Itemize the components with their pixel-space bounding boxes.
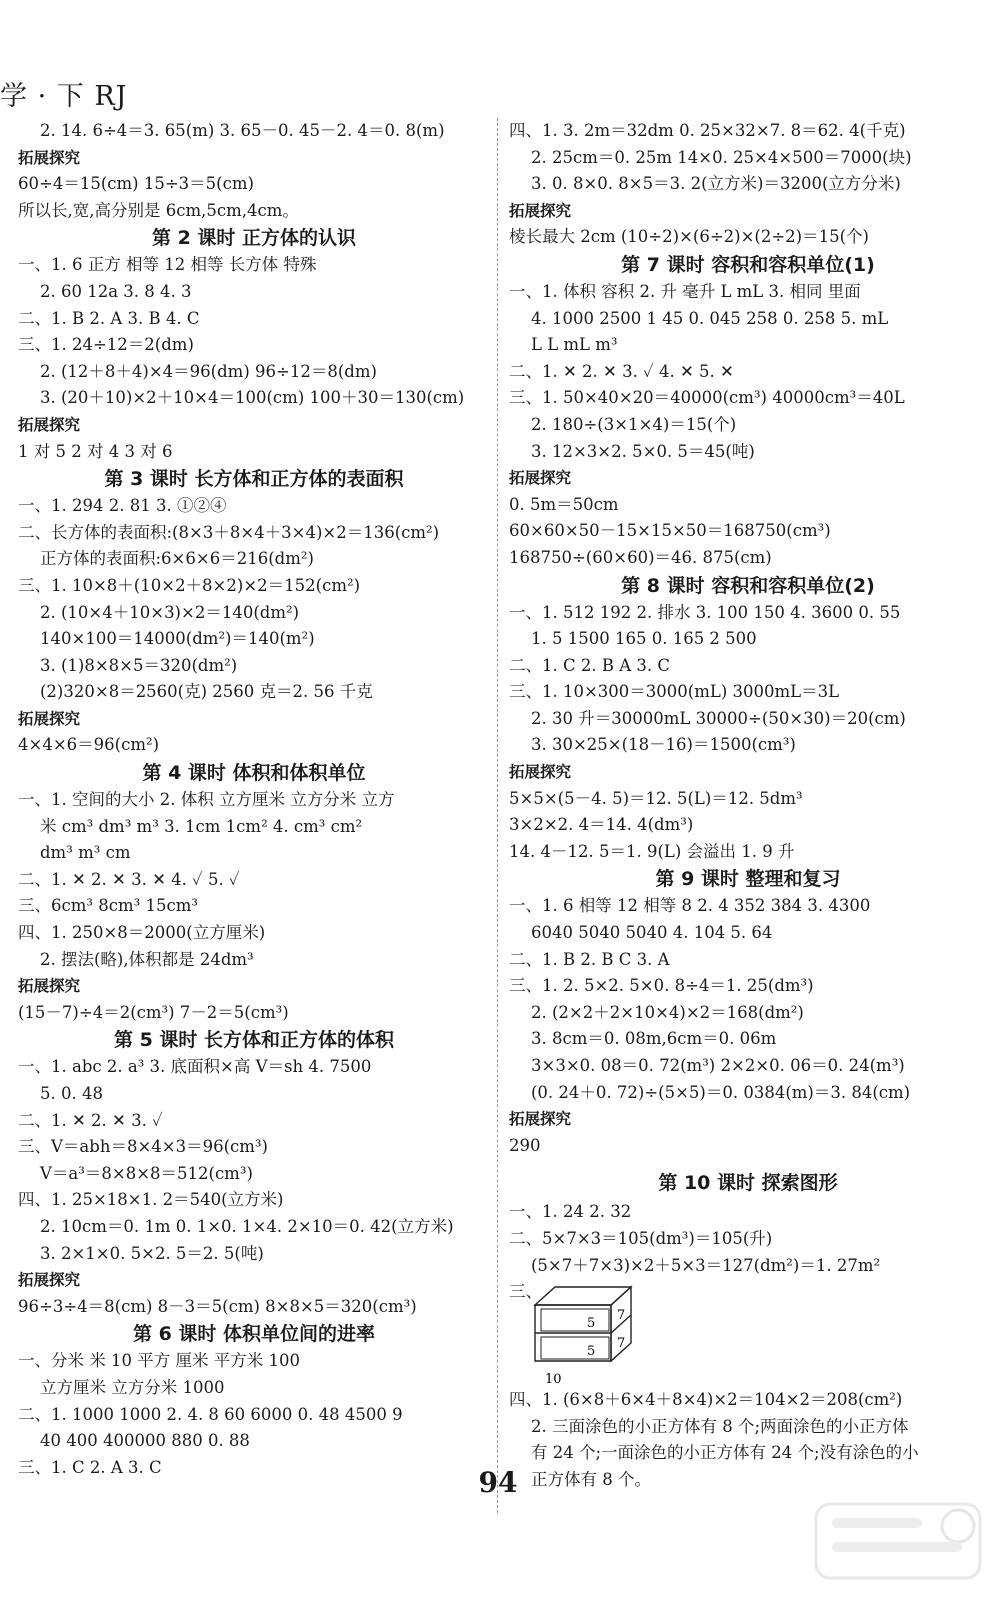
answer-line: 三、1. 10×8＋(10×2＋8×2)×2＝152(cm²) bbox=[18, 575, 361, 595]
right-column bbox=[509, 118, 987, 1494]
answer-line: 3×2×2. 4＝14. 4(dm³) bbox=[509, 815, 694, 835]
figure-dimension-label: 10 bbox=[545, 1372, 562, 1388]
answer-line: 290 bbox=[509, 1135, 541, 1155]
answer-line: 二、1. ✕ 2. ✕ 3. ✕ 4. ✓ 5. ✓ bbox=[18, 869, 240, 889]
answer-line: 2. 25cm＝0. 25m 14×0. 25×4×500＝7000(块) bbox=[531, 147, 912, 167]
answer-line: 三、1. 50×40×20＝40000(cm³) 40000cm³＝40L bbox=[509, 388, 905, 408]
answer-line: 四、1. 3. 2m＝32dm 0. 25×32×7. 8＝62. 4(千克) bbox=[509, 121, 906, 140]
answer-line: 一、1. 体积 容积 2. 升 毫升 L mL 3. 相同 里面 bbox=[509, 281, 861, 301]
answer-line: 二、1. C 2. B A 3. C bbox=[509, 655, 670, 675]
answer-line: 一、1. 512 192 2. 排水 3. 100 150 4. 3600 0. 55 bbox=[509, 602, 901, 622]
answer-line: 5×5×(5－4. 5)＝12. 5(L)＝12. 5dm³ bbox=[509, 788, 803, 808]
answer-line: 14. 4－12. 5＝1. 9(L) 会溢出 1. 9 升 bbox=[509, 841, 795, 861]
answer-line: 二、1. 1000 1000 2. 4. 8 60 6000 0. 48 4500 9 bbox=[18, 1404, 403, 1424]
figure-dimension-label: 5 bbox=[587, 1344, 596, 1360]
answer-line: 二、5×7×3＝105(dm³)＝105(升) bbox=[509, 1228, 773, 1248]
answer-line: 96÷3÷4＝8(cm) 8－3＝5(cm) 8×8×5＝320(cm³) bbox=[18, 1296, 417, 1316]
answer-line: 60×60×50－15×15×50＝168750(cm³) bbox=[509, 521, 831, 541]
answer-line: 2. 三面涂色的小正方体有 8 个;两面涂色的小正方体 bbox=[531, 1416, 909, 1436]
figure-dimension-label: 7 bbox=[617, 1336, 626, 1352]
answer-line: 6040 5040 5040 4. 104 5. 64 bbox=[531, 923, 773, 943]
cuboid-edge bbox=[541, 1309, 609, 1331]
answer-line: 3. 8cm＝0. 08m,6cm＝0. 06m bbox=[531, 1029, 777, 1049]
answer-line: 1. 5 1500 165 0. 165 2 500 bbox=[531, 629, 757, 649]
answer-line: 三、1. C 2. A 3. C bbox=[18, 1457, 162, 1477]
answer-line: 一、1. 6 正方 相等 12 相等 长方体 特殊 bbox=[18, 255, 317, 275]
section-heading: 拓展探究 bbox=[18, 148, 81, 167]
answer-line: 所以长,宽,高分别是 6cm,5cm,4cm。 bbox=[18, 200, 299, 220]
section-heading: 拓展探究 bbox=[509, 1110, 572, 1129]
cuboid-edge bbox=[535, 1287, 631, 1305]
answer-line: 2. 60 12a 3. 8 4. 3 bbox=[40, 281, 192, 301]
answer-line: L L mL m³ bbox=[531, 335, 618, 355]
lesson-title: 第 2 课时 正方体的认识 bbox=[151, 227, 357, 250]
cuboid-edge bbox=[541, 1337, 609, 1359]
answer-line: 四、1. (6×8＋6×4＋8×4)×2＝104×2＝208(cm²) bbox=[509, 1390, 903, 1410]
answer-line: (5×7＋7×3)×2＋5×3＝127(dm²)＝1. 27m² bbox=[531, 1255, 881, 1275]
answer-line: 三、1. 10×300＝3000(mL) 3000mL＝3L bbox=[509, 682, 840, 702]
answer-line: 3. 30×25×(18－16)＝1500(cm³) bbox=[531, 735, 796, 755]
answer-line: 2. (2×2＋2×10×4)×2＝168(dm²) bbox=[531, 1002, 804, 1022]
answer-line: 二、1. ✕ 2. ✕ 3. ✓ bbox=[18, 1110, 163, 1130]
answer-line: 立方厘米 立方分米 1000 bbox=[40, 1377, 225, 1397]
answer-line: 正方体有 8 个。 bbox=[531, 1469, 651, 1489]
answer-line: 40 400 400000 880 0. 88 bbox=[40, 1431, 250, 1451]
answer-line: 一、1. 24 2. 32 bbox=[509, 1202, 632, 1222]
answer-line: 三、V＝abh＝8×4×3＝96(cm³) bbox=[18, 1137, 268, 1157]
answer-line: 3. (20＋10)×2＋10×4＝100(cm) 100＋30＝130(cm) bbox=[40, 388, 465, 408]
cuboid-figure bbox=[509, 1279, 987, 1387]
answer-line: 正方体的表面积:6×6×6＝216(dm²) bbox=[40, 549, 314, 569]
answer-line: 2. (12＋8＋4)×4＝96(dm) 96÷12＝8(dm) bbox=[40, 361, 377, 381]
section-heading: 拓展探究 bbox=[509, 763, 572, 782]
section-heading: 拓展探究 bbox=[18, 977, 81, 996]
stacked-cuboid-drawing bbox=[529, 1279, 639, 1387]
answer-line: V＝a³＝8×8×8＝512(cm³) bbox=[40, 1163, 253, 1183]
answer-line: 2. 14. 6÷4＝3. 65(m) 3. 65－0. 45－2. 4＝0. 8(m) bbox=[40, 121, 445, 140]
section-heading: 拓展探究 bbox=[509, 469, 572, 488]
page-number: 94 bbox=[478, 1466, 518, 1499]
answer-line: 四、1. 25×18×1. 2＝540(立方米) bbox=[18, 1190, 284, 1210]
answer-line: 3×3×0. 08＝0. 72(m³) 2×2×0. 06＝0. 24(m³) bbox=[531, 1056, 905, 1075]
answer-line: 二、1. ✕ 2. ✕ 3. ✓ 4. ✕ 5. ✕ bbox=[509, 361, 734, 381]
answer-line: 一、1. 空间的大小 2. 体积 立方厘米 立方分米 立方 bbox=[18, 790, 395, 810]
lesson-title: 第 10 课时 探索图形 bbox=[658, 1172, 838, 1195]
answer-line: 2. 摆法(略),体积都是 24dm³ bbox=[40, 949, 254, 969]
figure-dimension-label: 5 bbox=[587, 1316, 596, 1332]
section-heading: 拓展探究 bbox=[18, 709, 81, 728]
answer-line: 3. (1)8×8×5＝320(dm²) bbox=[40, 655, 238, 675]
section-heading: 拓展探究 bbox=[18, 415, 81, 434]
watermark-logo-icon bbox=[808, 1496, 988, 1586]
lesson-title: 第 4 课时 体积和体积单位 bbox=[142, 762, 366, 785]
answer-line: 5. 0. 48 bbox=[40, 1084, 103, 1103]
answer-line: 60÷4＝15(cm) 15÷3＝5(cm) bbox=[18, 174, 254, 194]
answer-line: 三、1. 24÷12＝2(dm) bbox=[18, 335, 194, 355]
left-column bbox=[18, 118, 490, 1481]
answer-line: 2. 180÷(3×1×4)＝15(个) bbox=[531, 414, 737, 434]
lesson-title: 第 9 课时 整理和复习 bbox=[655, 868, 841, 891]
section-heading: 拓展探究 bbox=[509, 201, 572, 220]
figure-dimension-label: 7 bbox=[617, 1308, 626, 1324]
answer-line: 3. 12×3×2. 5×0. 5＝45(吨) bbox=[531, 441, 755, 461]
answer-line: (15－7)÷4＝2(cm³) 7－2＝5(cm³) bbox=[18, 1002, 289, 1022]
answer-line: 三、1. 2. 5×2. 5×0. 8÷4＝1. 25(dm³) bbox=[509, 976, 814, 996]
answer-line: 二、长方体的表面积:(8×3＋8×4＋3×4)×2＝136(cm²) bbox=[18, 522, 440, 542]
answer-line: 二、1. B 2. B C 3. A bbox=[509, 949, 670, 969]
answer-line: 有 24 个;一面涂色的小正方体有 24 个;没有涂色的小 bbox=[531, 1443, 919, 1463]
answer-line: 3. 0. 8×0. 8×5＝3. 2(立方米)＝3200(立方分米) bbox=[531, 174, 901, 194]
answer-line: 一、1. abc 2. a³ 3. 底面积×高 V＝sh 4. 7500 bbox=[18, 1057, 372, 1077]
answer-line: 2. 10cm＝0. 1m 0. 1×0. 1×4. 2×10＝0. 42(立方米) bbox=[40, 1216, 454, 1236]
answer-line: 168750÷(60×60)＝46. 875(cm) bbox=[509, 547, 772, 567]
column-divider bbox=[497, 118, 498, 1513]
lesson-title: 第 7 课时 容积和容积单位(1) bbox=[621, 253, 875, 276]
answer-line: 三、6cm³ 8cm³ 15cm³ bbox=[18, 896, 198, 916]
lesson-title: 第 6 课时 体积单位间的进率 bbox=[132, 1323, 376, 1346]
lesson-title: 第 3 课时 长方体和正方体的表面积 bbox=[104, 468, 404, 491]
lesson-title: 第 8 课时 容积和容积单位(2) bbox=[621, 574, 875, 597]
answer-line: (0. 24＋0. 72)÷(5×5)＝0. 0384(m)＝3. 84(cm) bbox=[531, 1082, 911, 1102]
answer-line: 四、1. 250×8＝2000(立方厘米) bbox=[18, 923, 266, 943]
answer-line: 一、分米 米 10 平方 厘米 平方米 100 bbox=[18, 1351, 300, 1371]
answer-line: 4×4×6＝96(cm²) bbox=[18, 735, 160, 755]
answer-line: 4. 1000 2500 1 45 0. 045 258 0. 258 5. mL bbox=[531, 308, 889, 328]
answer-line: 一、1. 6 相等 12 相等 8 2. 4 352 384 3. 4300 bbox=[509, 896, 871, 916]
answer-line: (2)320×8＝2560(克) 2560 克＝2. 56 千克 bbox=[40, 682, 373, 702]
answer-line: 3. 2×1×0. 5×2. 5＝2. 5(吨) bbox=[40, 1243, 264, 1263]
section-heading: 拓展探究 bbox=[18, 1271, 81, 1290]
answer-line: 2. 30 升＝30000mL 30000÷(50×30)＝20(cm) bbox=[531, 708, 906, 728]
answer-line: 米 cm³ dm³ m³ 3. 1cm 1cm² 4. cm³ cm² bbox=[40, 816, 363, 836]
answer-line: 棱长最大 2cm (10÷2)×(6÷2)×(2÷2)＝15(个) bbox=[509, 227, 869, 247]
answer-line: 140×100＝14000(dm²)＝140(m²) bbox=[40, 629, 315, 649]
answer-line: 1 对 5 2 对 4 3 对 6 bbox=[18, 441, 173, 461]
answer-line: dm³ m³ cm bbox=[40, 843, 131, 863]
page-header: 学 · 下 RJ bbox=[0, 81, 128, 112]
lesson-title: 第 5 课时 长方体和正方体的体积 bbox=[113, 1029, 395, 1052]
figure-label: 三、 bbox=[509, 1282, 542, 1302]
answer-line: 二、1. B 2. A 3. B 4. C bbox=[18, 308, 200, 328]
answer-line: 一、1. 294 2. 81 3. ①②④ bbox=[18, 496, 227, 516]
answer-line: 2. (10×4＋10×3)×2＝140(dm²) bbox=[40, 602, 300, 622]
answer-line: 0. 5m＝50cm bbox=[509, 494, 619, 514]
